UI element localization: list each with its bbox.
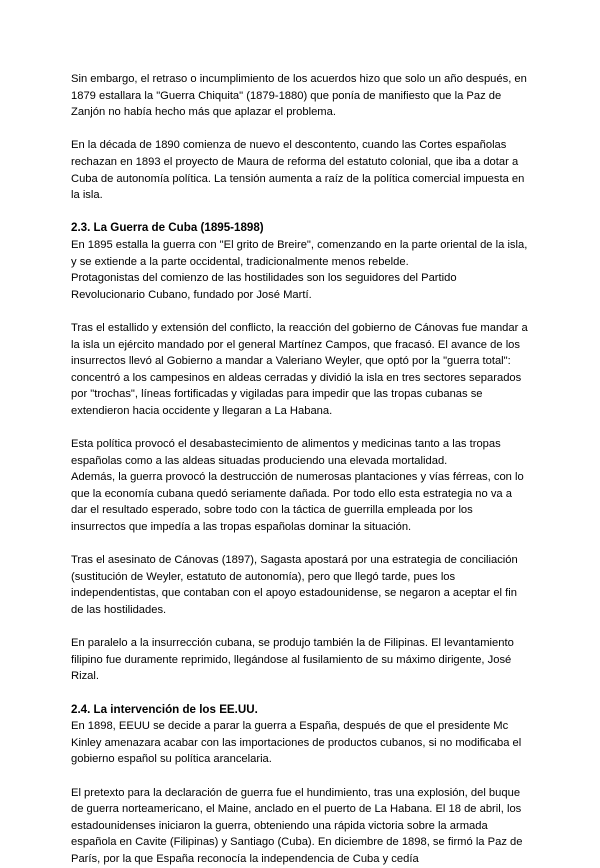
text-line: dar el resultado esperado, sobre todo con la táctica de guerrilla empleada por los (71, 504, 473, 517)
text-line: de las hostilidades. (71, 604, 167, 616)
text-line: filipino fue duramente reprimido, llegándose al fusilamiento de su máximo dirigente, José (71, 653, 512, 666)
paragraph (71, 237, 531, 303)
text-line: Kinley amenazara acabar con las importaciones de productos cubanos, si no modificaba el (71, 736, 522, 749)
text-line: En la década de 1890 comienza de nuevo el descontento, cuando las Cortes españolas (71, 139, 507, 152)
text-line: Zanjón no había hecho más que aplazar el problema. (71, 106, 336, 119)
text-line: Además, la guerra provocó la destrucción de numerosas plantaciones y vías férreas, con lo (71, 471, 524, 484)
text-line: concentró a los campesinos en aldeas cerradas y dividió la isla en tres sectores separados (71, 371, 522, 384)
text-line: por "trochas", líneas fortificadas y vigiladas para impedir que las tropas cubanas se (71, 388, 483, 401)
paragraph (71, 71, 531, 121)
text-line: Tras el asesinato de Cánovas (1897), Sagasta apostará por una estrategia de conciliación (71, 554, 518, 567)
text-line: insurrectos que impedía a las tropas españolas dominar la situación. (71, 521, 412, 534)
text-line: Cuba de autonomía política. La tensión aumenta a raíz de la política comercial impuesta en (71, 172, 525, 185)
paragraph (71, 635, 531, 685)
text-line: y se extiende a la parte occidental, tradicionalmente menos rebelde. (71, 255, 409, 268)
text-line: Protagonistas del comienzo de las hostilidades son los seguidores del Partido (71, 272, 457, 285)
paragraph (71, 320, 531, 420)
text-line: españolas como a las aldeas situadas produciendo una elevada mortalidad. (71, 454, 448, 467)
paragraph (71, 436, 531, 536)
text-line: gobierno español su política arancelaria. (71, 753, 272, 766)
paragraph (71, 137, 531, 203)
paragraph (71, 718, 531, 768)
text-line: Sin embargo, el retraso o incumplimiento de los acuerdos hizo que solo un año después, en (71, 73, 527, 85)
text-line: En 1898, EEUU se decide a parar la guerra a España, después de que el presidente Mc (71, 720, 509, 733)
text-line: Esta política provocó el desabastecimiento de alimentos y medicinas tanto a las tropas (71, 438, 501, 451)
text-line: En paralelo a la insurrección cubana, se produjo también la de Filipinas. El levantamiento (71, 637, 514, 650)
text-line: Tras el estallido y extensión del conflicto, la reacción del gobierno de Cánovas fue mandar a (71, 321, 528, 334)
text-line: (sustitución de Weyler, estatuto de autonomía), pero que llegó tarde, pues los (71, 570, 456, 583)
section-heading: 2.3. La Guerra de Cuba (1895-1898) (71, 221, 264, 235)
document-body (71, 71, 531, 868)
text-line: insurrectos llevó al Gobierno a mandar a Valeriano Weyler, que optó por la "guerra total": (71, 355, 511, 368)
text-line: El pretexto para la declaración de guerra fue el hundimiento, tras una explosión, del buque (71, 786, 521, 799)
text-line: Revolucionario Cubano, fundado por José Martí. (71, 288, 312, 301)
text-line: En 1895 estalla la guerra con "El grito de Breire", comenzando en la parte oriental de la isla, (71, 238, 528, 251)
text-line: la isla un ejército mandado por el general Martínez Campos, que fracasó. El avance de los (71, 338, 520, 351)
text-line: estadounidenses iniciaron la guerra, obteniendo una rápida victoria sobre la armada (71, 819, 488, 832)
text-line: 1879 estallara la "Guerra Chiquita" (1879-1880) que ponía de manifiesto que la Paz de (71, 89, 502, 102)
text-line: Rizal. (71, 670, 99, 683)
paragraph (71, 552, 531, 618)
text-line: rechazan en 1893 el proyecto de Maura de reforma del estatuto colonial, que iba a dotar a (71, 155, 519, 168)
section-heading: 2.4. La intervención de los EE.UU. (71, 702, 258, 716)
text-line: la isla. (71, 189, 103, 202)
paragraph (71, 785, 531, 868)
text-line: París, por la que España reconocía la independencia de Cuba y cedía (71, 852, 419, 865)
text-line: que la economía cubana quedó seriamente dañada. Por todo ello esta estrategia no va a (71, 487, 512, 500)
text-line: independentistas, que contaban con el apoyo estadounidense, se negaron a aceptar el fin (71, 587, 517, 600)
text-line: de guerra norteamericano, el Maine, anclado en el puerto de La Habana. El 18 de abril, los (71, 803, 522, 816)
text-line: extendieron hacia occidente y llegaran a La Habana. (71, 404, 333, 417)
text-line: española en Cavite (Filipinas) y Santiago (Cuba). En diciembre de 1898, se firmó la Paz de (71, 836, 523, 849)
